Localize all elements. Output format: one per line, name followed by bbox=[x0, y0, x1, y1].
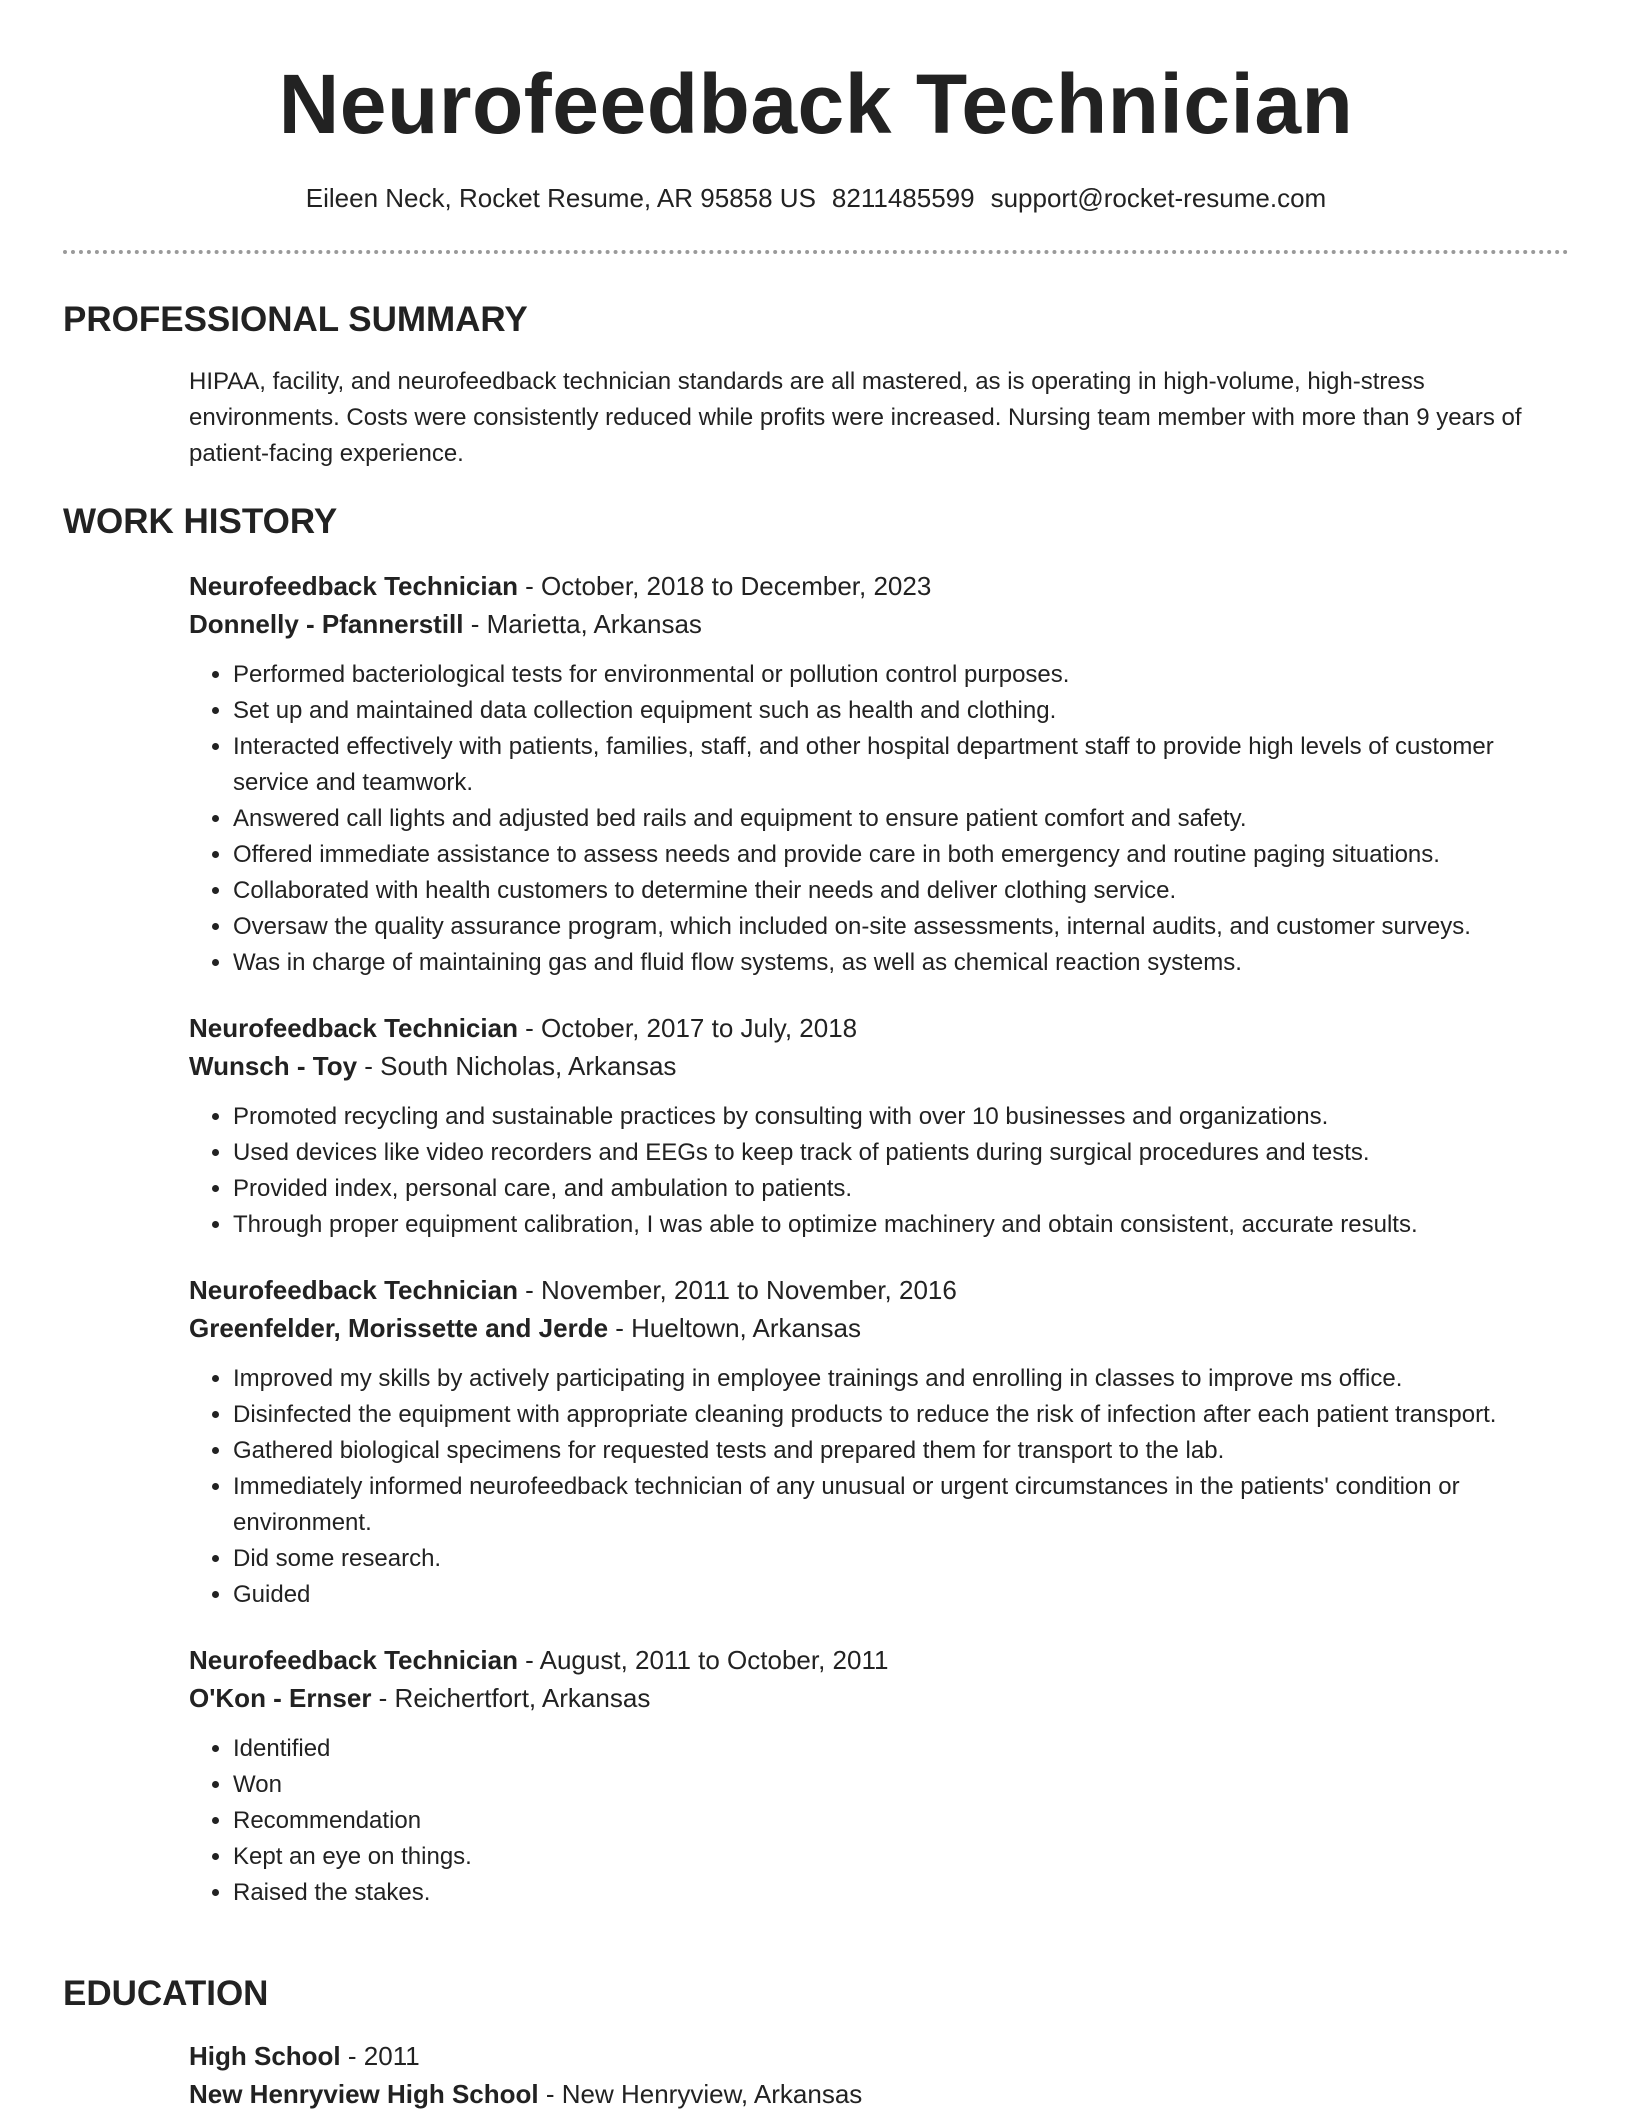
job-company: Wunsch - Toy bbox=[189, 1051, 358, 1081]
summary-section bbox=[189, 364, 1569, 472]
job-bullet-list bbox=[189, 657, 1569, 981]
job-dates: - August, 2011 to October, 2011 bbox=[517, 1645, 889, 1675]
contact-phone: 8211485599 bbox=[831, 183, 975, 213]
job-bullet: • Raised the stakes. bbox=[233, 1875, 1569, 1911]
job-bullet: • Provided index, personal care, and ambulation to patients. bbox=[233, 1171, 1569, 1207]
job-title-line bbox=[189, 1009, 1569, 1047]
education-year: - 2011 bbox=[340, 2041, 420, 2071]
job-title-line bbox=[189, 567, 1569, 605]
job-company: Donnelly - Pfannerstill bbox=[189, 609, 464, 639]
job-bullet: • Gathered biological specimens for requested tests and prepared them for transport to the lab. bbox=[233, 1433, 1569, 1469]
summary-heading: PROFESSIONAL SUMMARY bbox=[63, 300, 528, 339]
job-title-line bbox=[189, 1641, 1569, 1679]
resume-title: Neurofeedback Technician bbox=[278, 57, 1354, 151]
job-dates: - October, 2017 to July, 2018 bbox=[517, 1013, 858, 1043]
job-bullet-list bbox=[189, 1099, 1569, 1243]
job-title: Neurofeedback Technician bbox=[189, 1275, 518, 1305]
job-entry bbox=[189, 1641, 1569, 1911]
job-company: Greenfelder, Morissette and Jerde bbox=[189, 1313, 609, 1343]
job-company-line bbox=[189, 1047, 1569, 1085]
job-bullet: • Immediately informed neurofeedback technician of any unusual or urgent circumstances in the patients' condition or environment. bbox=[233, 1469, 1569, 1541]
education-location: - New Henryview, Arkansas bbox=[538, 2079, 863, 2109]
job-title: Neurofeedback Technician bbox=[189, 1013, 518, 1043]
header-divider bbox=[63, 250, 1569, 254]
job-bullet: • Won bbox=[233, 1767, 1569, 1803]
summary-text: HIPAA, facility, and neurofeedback technician standards are all mastered, as is operating in high-volume, high-stress environments. Costs were consistently reduced while profits were increased. Nursing team member with more than 9 years of patient-facing experience. bbox=[189, 368, 1522, 467]
contact-address: Eileen Neck, Rocket Resume, AR 95858 US bbox=[305, 183, 816, 213]
job-bullet: • Promoted recycling and sustainable practices by consulting with over 10 businesses and organizations. bbox=[233, 1099, 1569, 1135]
job-location: - South Nicholas, Arkansas bbox=[357, 1051, 677, 1081]
work-history-section bbox=[189, 567, 1569, 1911]
education-heading: EDUCATION bbox=[63, 1974, 269, 2013]
job-location: - Marietta, Arkansas bbox=[463, 609, 702, 639]
job-bullet: • Performed bacteriological tests for environmental or pollution control purposes. bbox=[233, 657, 1569, 693]
job-bullet: • Guided bbox=[233, 1577, 1569, 1613]
job-location: - Reichertfort, Arkansas bbox=[371, 1683, 651, 1713]
education-degree: High School bbox=[189, 2041, 341, 2071]
job-company: O'Kon - Ernser bbox=[189, 1683, 372, 1713]
job-bullet: • Oversaw the quality assurance program, which included on-site assessments, internal audits, and customer surveys. bbox=[233, 909, 1569, 945]
job-company-line bbox=[189, 605, 1569, 643]
job-bullet: • Was in charge of maintaining gas and fluid flow systems, as well as chemical reaction systems. bbox=[233, 945, 1569, 981]
job-bullet: • Collaborated with health customers to determine their needs and deliver clothing service. bbox=[233, 873, 1569, 909]
job-bullet: • Used devices like video recorders and EEGs to keep track of patients during surgical procedures and tests. bbox=[233, 1135, 1569, 1171]
job-bullet: • Improved my skills by actively participating in employee trainings and enrolling in classes to improve ms office. bbox=[233, 1361, 1569, 1397]
job-location: - Hueltown, Arkansas bbox=[608, 1313, 861, 1343]
contact-email: support@rocket-resume.com bbox=[990, 183, 1327, 213]
job-title: Neurofeedback Technician bbox=[189, 1645, 518, 1675]
job-title-line bbox=[189, 1271, 1569, 1309]
job-entry bbox=[189, 567, 1569, 981]
job-dates: - October, 2018 to December, 2023 bbox=[517, 571, 932, 601]
job-bullet: • Interacted effectively with patients, families, staff, and other hospital department staff to provide high levels of customer service and teamwork. bbox=[233, 729, 1569, 801]
job-bullet-list bbox=[189, 1361, 1569, 1613]
job-bullet: • Identified bbox=[233, 1731, 1569, 1767]
education-school-line bbox=[189, 2075, 1569, 2113]
job-entry bbox=[189, 1009, 1569, 1243]
education-section bbox=[189, 2037, 1569, 2113]
job-bullet: • Did some research. bbox=[233, 1541, 1569, 1577]
job-entry bbox=[189, 1271, 1569, 1613]
education-school: New Henryview High School bbox=[189, 2079, 539, 2109]
job-title: Neurofeedback Technician bbox=[189, 571, 518, 601]
job-bullet: • Disinfected the equipment with appropriate cleaning products to reduce the risk of infection after each patient transport. bbox=[233, 1397, 1569, 1433]
job-dates: - November, 2011 to November, 2016 bbox=[517, 1275, 957, 1305]
job-company-line bbox=[189, 1679, 1569, 1717]
contact-line bbox=[0, 180, 1632, 216]
job-bullet: • Kept an eye on things. bbox=[233, 1839, 1569, 1875]
job-bullet: • Answered call lights and adjusted bed rails and equipment to ensure patient comfort and safety. bbox=[233, 801, 1569, 837]
job-bullet: • Set up and maintained data collection equipment such as health and clothing. bbox=[233, 693, 1569, 729]
job-bullet: • Recommendation bbox=[233, 1803, 1569, 1839]
job-bullet: • Offered immediate assistance to assess needs and provide care in both emergency and routine paging situations. bbox=[233, 837, 1569, 873]
job-company-line bbox=[189, 1309, 1569, 1347]
job-bullet-list bbox=[189, 1731, 1569, 1911]
job-bullet: • Through proper equipment calibration, I was able to optimize machinery and obtain consistent, accurate results. bbox=[233, 1207, 1569, 1243]
work-history-heading: WORK HISTORY bbox=[63, 502, 338, 541]
education-degree-line bbox=[189, 2037, 1569, 2075]
